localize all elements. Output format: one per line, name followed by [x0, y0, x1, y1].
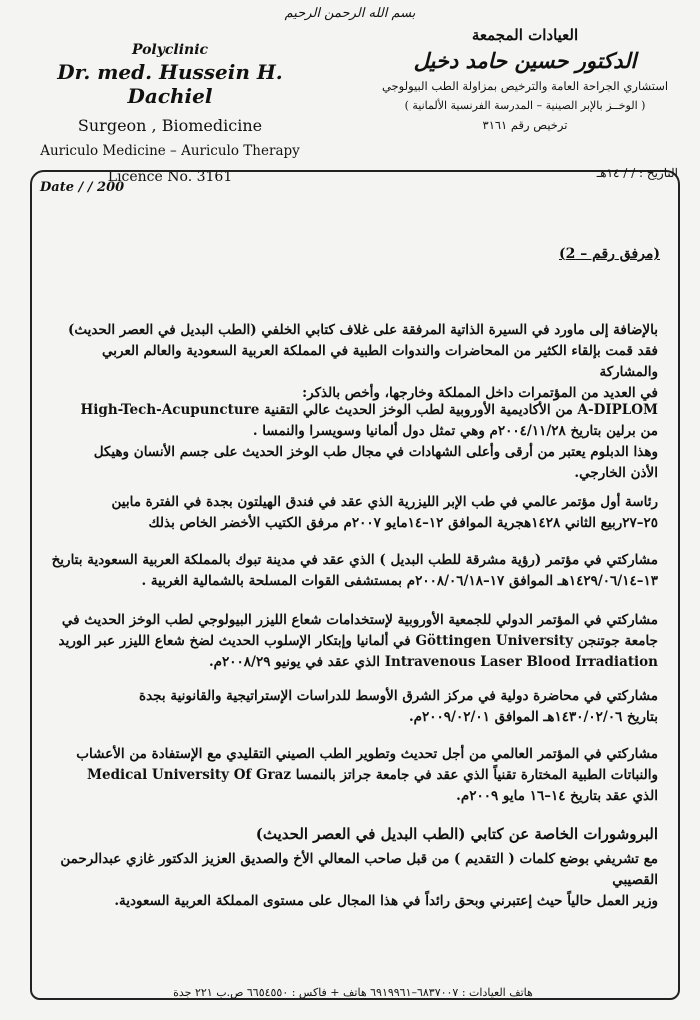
brochures-heading: البروشورات الخاصة عن كتابي (الطب البديل في العصر الحديث) [255, 825, 658, 843]
paragraph-graz-conference [46, 744, 658, 807]
paragraph-intro [46, 320, 658, 404]
letterhead-ar-doctor-name: الدكتور حسين حامد دخيل [413, 48, 637, 73]
letterhead-ar-licence: ترخيص رقم ٣١٦١ [482, 118, 568, 132]
text-line: ٢٥–٢٧ربيع الثاني ١٤٢٨هجرية الموافق ١٢–١٤مايو ٢٠٠٧م مرفق الكتيب الأخضر الخاص بذلك [148, 515, 658, 531]
paragraph-tabuk-conference [46, 550, 658, 592]
basmala: بسم الله الرحمن الرحيم [284, 6, 416, 21]
text-line: في العديد من المؤتمرات داخل المملكة وخارجها، وأخص بالذكر: [302, 385, 658, 401]
text-line: مع تشريفي بوضع كلمات ( التقديم ) من قبل صاحب المعالي الأخ والصديق العزيز الدكتور غازي عبدالرحمن القصيبي [60, 851, 658, 888]
letterhead-arabic [380, 26, 670, 132]
paragraph-brochures [46, 824, 658, 912]
laser-irradiation-term: Intravenous Laser Blood Irradiation [384, 654, 658, 670]
date-arabic: التاريخ : / / ١٤هـ [596, 166, 678, 180]
letterhead-ar-specialty: استشاري الجراحة العامة والترخيص بمزاولة الطب البيولوجي [381, 79, 669, 93]
text-line: رئاسة أول مؤتمر عالمي في طب الإبر الليزرية الذي عقد في فندق الهيلتون بجدة في الفترة مابين [111, 494, 658, 510]
letterhead-ar-clinic: العيادات المجمعة [471, 26, 579, 44]
paragraph-middle-east-lecture [46, 686, 658, 728]
letterhead-ar-therapy: ( الوخــز بالإبر الصينية – المدرسة الفرنسية الألمانية ) [404, 99, 646, 112]
text-segment: في ألمانيا وإبتكار الإسلوب الحديث لضخ شعاع الليزر عبر الوريد [58, 633, 416, 649]
letterhead-en-polyclinic: Polyclinic [131, 42, 209, 58]
gottingen-university: Göttingen University [415, 633, 574, 649]
text-line: ١٣–١٤٢٩/٠٦/١٤هـ الموافق ١٧–٢٠٠٨/٠٦/١٨م بمستشفى القوات المسلحة بالشمالية الغربية . [141, 573, 658, 589]
paragraph-laser-conference [46, 492, 658, 534]
text-line: بالإضافة إلى ماورد في السيرة الذاتية المرفقة على غلاف كتابي الخلفي (الطب البديل في العصر الحديث) [68, 322, 658, 338]
text-line: بتاريخ ١٤٣٠/٠٢/٠٦هـ الموافق ٢٠٠٩/٠٢/٠١م. [408, 709, 658, 725]
diploma-title: A-DIPLOM [577, 402, 658, 418]
attachment-number: (مرفق رقم – 2) [559, 246, 660, 262]
text-segment: والنباتات الطبية المختارة تقنياً الذي عقد في جامعة جراتز بالنمسا [291, 767, 658, 783]
text-line [46, 400, 658, 421]
text-line: الذي عقد بتاريخ ١٤–١٦ مايو ٢٠٠٩م. [456, 788, 658, 804]
text-line: مشاركتي في محاضرة دولية في مركز الشرق الأوسط للدراسات الإستراتيجية والقانونية بجدة [139, 688, 658, 704]
letterhead-en-therapy: Auriculo Medicine – Auriculo Therapy [40, 143, 300, 159]
text-line: مشاركتي في المؤتمر العالمي من أجل تحديث وتطوير الطب الصيني التقليدي مع الإستفادة من الأعشاب [76, 746, 658, 762]
letterhead-en-doctor-name: Dr. med. Hussein H. Dachiel [57, 60, 283, 108]
footer-contact: هاتف العيادات : ٦٨٣٧٠٠٧–٦٩١٩٩٦١ هاتف + فاكس : ٦٦٥٤٥٥٠ ص.ب ٢٢١ جدة [173, 986, 533, 999]
text-line: مشاركتي في مؤتمر (رؤية مشرقة للطب البديل ) الذي عقد في مدينة تبوك بالمملكة العربية السعودية بتاريخ [51, 552, 658, 568]
text-line: وزير العمل حالياً حيث إعتبرني وبحق رائداً في هذا المجال على مستوى المملكة العربية السعودية. [114, 893, 658, 909]
letterhead-en-specialty: Surgeon , Biomedicine [77, 116, 263, 135]
date-english: Date / / 200 [40, 180, 125, 195]
text-line: فقد قمت بإلقاء الكثير من المحاضرات والندوات الطبية في المملكة العربية السعودية والعالم العربي والمشاركة [102, 343, 658, 380]
text-segment: جامعة جوتنجن [573, 633, 658, 649]
letterhead-en-licence: Licence No. 3161 [107, 169, 233, 185]
paragraph-diploma [46, 400, 658, 484]
diploma-acupuncture: High-Tech-Acupuncture [80, 402, 260, 418]
text-line [46, 631, 658, 652]
graz-university: Medical University Of Graz [87, 767, 292, 783]
diploma-text: من الأكاديمية الأوروبية لطب الوخز الحديث عالي التقنية [259, 402, 578, 418]
text-line: الأذن الخارجي. [574, 465, 658, 481]
text-line: وهذا الدبلوم يعتبر من أرقى وأعلى الشهادات في مجال طب الوخز الحديث على جسم الأنسان وهيكل [93, 444, 658, 460]
text-segment: الذي عقد في يونيو ٢٠٠٨/٢٩م. [208, 654, 385, 670]
text-line [46, 652, 658, 673]
text-line: من برلين بتاريخ ٢٠٠٤/١١/٢٨م وهي تمثل دول ألمانيا وسويسرا والنمسا . [252, 423, 658, 439]
letterhead-english [30, 42, 310, 185]
text-line [46, 765, 658, 786]
text-line: مشاركتي في المؤتمر الدولي للجمعية الأوروبية لإستخدامات شعاع الليزر البيولوجي لطب الوخز الحديث في [61, 612, 658, 628]
paragraph-gottingen-conference [46, 610, 658, 673]
